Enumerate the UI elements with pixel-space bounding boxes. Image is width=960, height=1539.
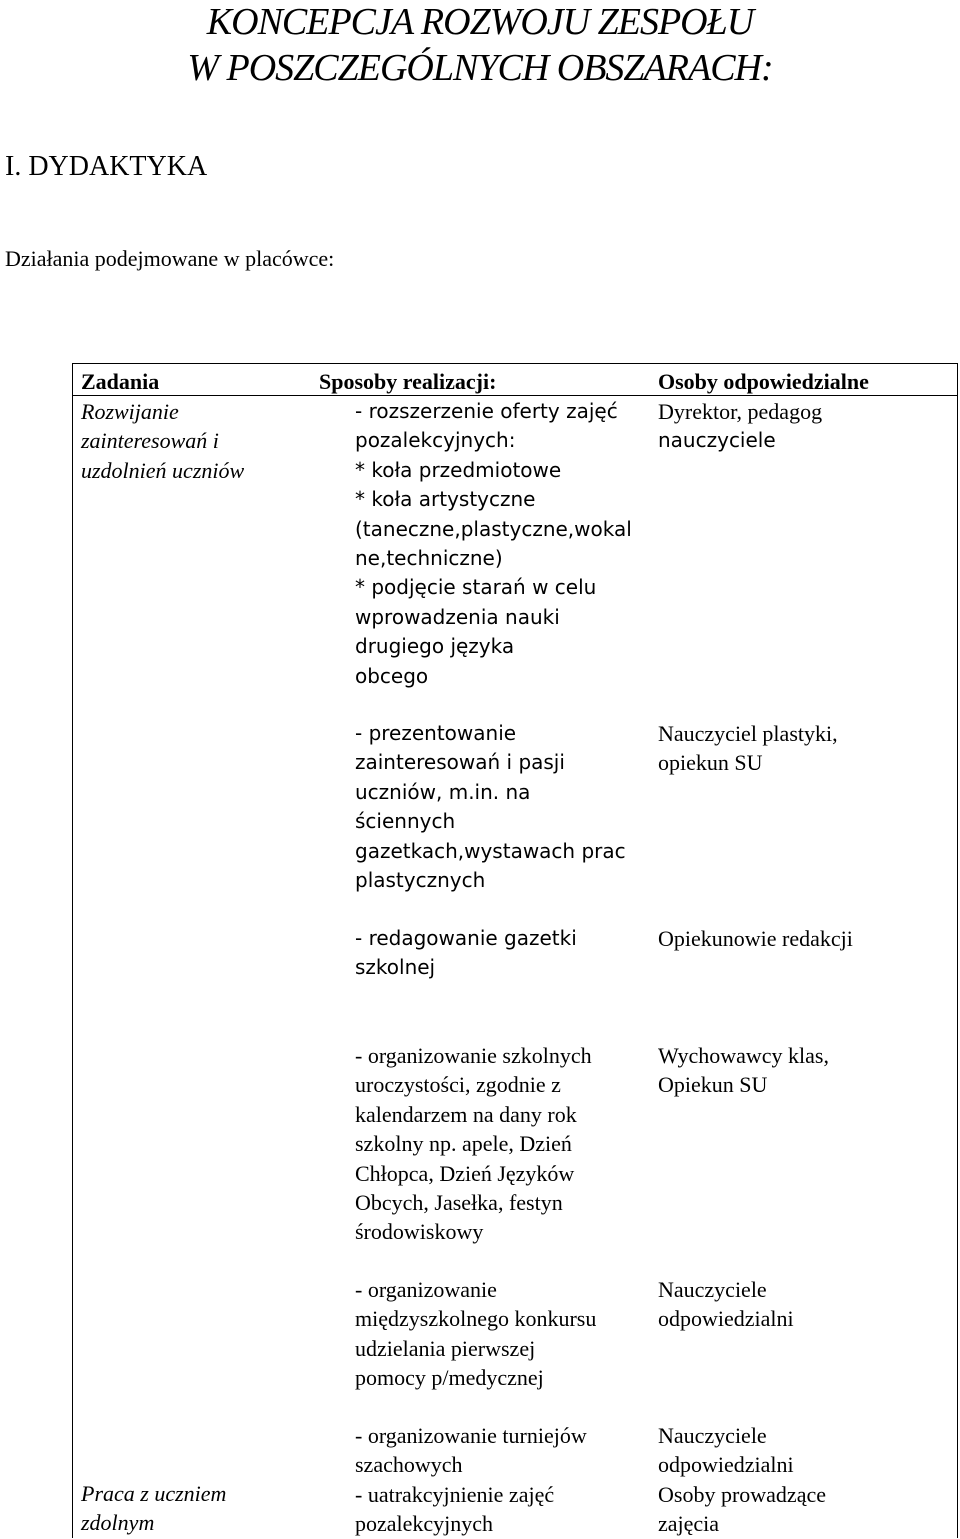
method-chess-tournaments: - organizowanie turniejów szachowych [355, 1423, 587, 1478]
header-tasks: Zadania [81, 369, 160, 394]
task-gifted-student: Praca z uczniem zdolnym [81, 1481, 227, 1536]
persons-responsible-teachers-chess: Nauczyciele odpowiedzialni [658, 1423, 794, 1478]
method-extracurricular-offer: - rozszerzenie oferty zajęć pozalekcyjnych: * koła przedmiotowe * koła artystyczne (taneczne,plastyczne,wokal ne,techniczne) * podjęcie starań w celu wprowadzenia nauki drugiego języka obcego [355, 399, 632, 688]
activities-table [72, 363, 958, 1538]
document-title-line-2: W POSZCZEGÓLNYCH OBSZARACH: [187, 47, 773, 89]
persons-class-leaders: Osoby prowadzące zajęcia [658, 1482, 826, 1537]
header-methods: Sposoby realizacji: [319, 369, 497, 394]
persons-responsible-teachers: Nauczyciele odpowiedzialni [658, 1277, 794, 1332]
method-present-interests: - prezentowanie zainteresowań i pasji uczniów, m.in. na ściennych gazetkach,wystawach prac plastycznych [355, 721, 626, 893]
header-persons: Osoby odpowiedzialne [658, 369, 869, 394]
method-attractive-classes: - uatrakcyjnienie zajęć pozalekcyjnych [355, 1482, 555, 1537]
method-school-newspaper: - redagowanie gazetki szkolnej [355, 926, 577, 980]
persons-director-teachers: Dyrektor, pedagog nauczyciele [658, 399, 823, 453]
intro-text: Działania podejmowane w placówce: [5, 246, 335, 271]
persons-editors: Opiekunowie redakcji [658, 926, 853, 951]
persons-art-teacher: Nauczyciel plastyki, opiekun SU [658, 721, 838, 776]
document-title-line-1: KONCEPCJA ROZWOJU ZESPOŁU [206, 1, 754, 43]
persons-class-tutors: Wychowawcy klas, Opiekun SU [658, 1043, 829, 1098]
task-develop-interests: Rozwijanie zainteresowań i uzdolnień uczniów [81, 399, 245, 483]
section-heading: I. DYDAKTYKA [5, 151, 208, 182]
header-divider [73, 395, 957, 396]
method-first-aid-contest: - organizowanie międzyszkolnego konkursu udzielania pierwszej pomocy p/medycznej [355, 1277, 597, 1391]
method-school-ceremonies: - organizowanie szkolnych uroczystości, zgodnie z kalendarzem na dany rok szkolny np. apele, Dzień Chłopca, Dzień Języków Obcych, Jasełka, festyn środowiskowy [355, 1043, 592, 1245]
